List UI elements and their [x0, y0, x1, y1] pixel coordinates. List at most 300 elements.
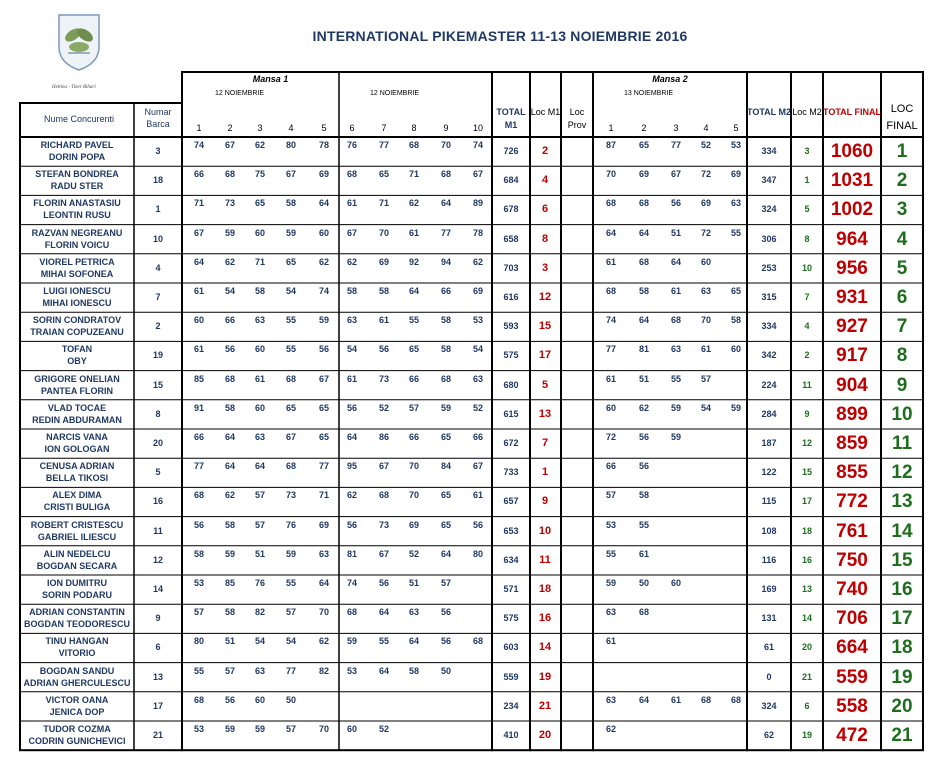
- score-m2: 61: [670, 286, 681, 296]
- score-m1: 59: [440, 402, 451, 413]
- header-round-m1-2: 2: [227, 123, 233, 133]
- score-m1: 94: [440, 256, 451, 267]
- competitor-name-1: TOFAN: [61, 344, 93, 355]
- loc-m1: 10: [538, 524, 552, 537]
- loc-m1: 9: [541, 495, 549, 508]
- score-m2: 63: [605, 607, 616, 618]
- score-m1: 71: [254, 256, 265, 267]
- score-m1: 63: [254, 665, 265, 676]
- score-m1: 68: [224, 169, 235, 180]
- score-m2: 68: [638, 607, 649, 618]
- score-m1: 54: [472, 344, 483, 355]
- loc-m1: 5: [541, 378, 549, 391]
- score-m1: 57: [408, 402, 419, 413]
- score-m1: 66: [224, 315, 235, 326]
- header-mansa1: Mansa 1: [252, 74, 289, 84]
- total-m2: 315: [761, 292, 777, 302]
- score-m2: 72: [605, 432, 616, 442]
- score-m1: 68: [285, 373, 296, 384]
- header-total-m1: TOTAL M1: [496, 107, 526, 130]
- score-m1: 86: [378, 432, 389, 442]
- score-m1: 92: [408, 256, 419, 267]
- score-m1: 51: [224, 636, 235, 647]
- score-m1: 66: [193, 432, 204, 442]
- score-m2: 59: [730, 402, 741, 413]
- score-m2: 74: [605, 315, 616, 326]
- total-m2: 115: [761, 496, 777, 507]
- score-m1: 57: [285, 724, 296, 734]
- competitor-name-2: CRISTI BULIGA: [43, 502, 111, 513]
- score-m1: 65: [254, 198, 265, 209]
- score-m2: 68: [605, 198, 616, 209]
- loc-final: 19: [891, 666, 913, 688]
- total-m1: 653: [503, 525, 519, 536]
- score-m1: 59: [318, 315, 329, 326]
- loc-final: 20: [891, 695, 913, 717]
- score-m1: 64: [318, 198, 329, 209]
- score-m1: 78: [472, 227, 483, 238]
- score-m1: 82: [318, 665, 329, 676]
- total-m1: 703: [503, 262, 519, 273]
- score-m2: 87: [605, 140, 616, 150]
- boat-number: 21: [152, 730, 163, 740]
- score-m1: 65: [318, 402, 329, 413]
- score-m1: 55: [193, 665, 204, 676]
- score-m1: 59: [224, 548, 235, 559]
- header-round-m2-2: 2: [641, 123, 647, 133]
- total-final: 931: [836, 287, 868, 308]
- competitor-name-2: BELLA TIKOSI: [45, 473, 109, 484]
- loc-m1: 13: [538, 407, 552, 420]
- score-m1: 67: [193, 227, 204, 238]
- score-m2: 61: [638, 548, 649, 559]
- score-m1: 81: [346, 548, 357, 559]
- score-m1: 67: [285, 432, 296, 442]
- score-m2: 60: [605, 402, 616, 413]
- score-m1: 60: [346, 724, 357, 734]
- score-m2: 69: [700, 198, 711, 209]
- score-m2: 70: [605, 169, 616, 180]
- score-m1: 58: [193, 548, 204, 559]
- total-m1: 575: [503, 613, 519, 624]
- score-m1: 55: [285, 578, 296, 588]
- score-m1: 62: [318, 636, 329, 647]
- score-m2: 62: [638, 402, 649, 413]
- score-m2: 59: [670, 402, 681, 413]
- score-m1: 56: [440, 607, 451, 618]
- total-final: 904: [836, 374, 868, 396]
- header-boat: Numar Barca: [144, 107, 172, 129]
- score-m1: 68: [224, 373, 235, 384]
- loc-m2: 4: [804, 321, 810, 332]
- score-m2: 70: [700, 315, 711, 326]
- total-m1: 593: [503, 321, 519, 332]
- score-m1: 69: [318, 169, 329, 180]
- score-m1: 51: [408, 578, 419, 588]
- loc-m2: 15: [801, 467, 812, 478]
- loc-final: 3: [896, 199, 908, 221]
- boat-number: 6: [155, 642, 161, 653]
- score-m1: 95: [346, 461, 357, 472]
- total-final: 1031: [830, 170, 874, 192]
- score-m1: 60: [193, 315, 204, 326]
- header-date-2: 13 NOIEMBRIE: [624, 90, 674, 97]
- score-m1: 55: [408, 315, 419, 326]
- score-m1: 64: [224, 432, 235, 442]
- competitor-name-2: CODRIN GUNICHEVICI: [28, 736, 126, 746]
- score-m1: 60: [254, 694, 265, 705]
- score-m1: 54: [285, 636, 296, 647]
- loc-m2: 6: [804, 700, 810, 711]
- total-final: 956: [836, 257, 868, 279]
- competitor-name-2: VITORIO: [58, 648, 96, 659]
- score-m1: 53: [193, 724, 204, 734]
- loc-m2: 13: [801, 584, 812, 594]
- competitor-name-1: ADRIAN CONSTANTIN: [29, 607, 125, 618]
- header-mansa2: Mansa 2: [652, 74, 688, 84]
- score-m1: 61: [346, 198, 357, 209]
- loc-m2: 5: [804, 204, 810, 215]
- loc-m2: 11: [802, 379, 812, 390]
- header-round-m1-4: 4: [288, 123, 294, 133]
- boat-number: 5: [155, 467, 161, 478]
- score-m1: 52: [408, 548, 419, 559]
- loc-final: 16: [891, 579, 913, 600]
- loc-m2: 2: [804, 350, 810, 361]
- score-m1: 61: [254, 373, 265, 384]
- score-m1: 70: [408, 490, 419, 501]
- total-final: 472: [836, 725, 868, 746]
- total-m2: 62: [763, 730, 774, 740]
- score-m1: 62: [472, 256, 483, 267]
- score-m1: 73: [224, 198, 235, 209]
- score-m1: 56: [440, 636, 451, 647]
- loc-m1: 19: [538, 670, 552, 683]
- score-m1: 61: [378, 315, 389, 326]
- score-m1: 85: [193, 373, 204, 384]
- competitor-name-1: TINU HANGAN: [45, 636, 109, 647]
- total-m2: 131: [761, 613, 777, 624]
- score-m2: 68: [605, 286, 616, 296]
- loc-m2: 21: [801, 671, 812, 682]
- score-m2: 72: [700, 169, 711, 180]
- score-m2: 64: [638, 227, 649, 238]
- loc-m1: 18: [538, 583, 552, 595]
- score-m1: 53: [193, 578, 204, 588]
- total-m2: 61: [763, 642, 774, 653]
- header-date-1a: 12 NOIEMBRIE: [215, 90, 265, 97]
- loc-m2: 17: [801, 496, 812, 507]
- loc-m1: 12: [538, 291, 552, 303]
- score-m1: 62: [254, 140, 265, 150]
- score-m1: 62: [224, 490, 235, 501]
- score-m1: 58: [224, 519, 235, 530]
- score-m2: 52: [700, 140, 711, 150]
- score-m1: 56: [346, 519, 357, 530]
- boat-number: 10: [152, 233, 163, 244]
- score-m2: 53: [730, 140, 741, 150]
- loc-m1: 7: [541, 437, 549, 449]
- loc-final: 1: [896, 141, 908, 162]
- score-m1: 68: [408, 140, 419, 150]
- total-m1: 726: [503, 146, 519, 156]
- loc-final: 2: [896, 170, 908, 192]
- boat-number: 9: [155, 613, 161, 624]
- competitor-name-1: LUIGI IONESCU: [43, 286, 111, 296]
- total-m1: 616: [503, 292, 519, 302]
- score-m1: 51: [254, 548, 265, 559]
- score-m1: 56: [318, 344, 329, 355]
- header-total-m2: TOTAL M2: [747, 107, 792, 117]
- score-m1: 58: [440, 344, 451, 355]
- score-m1: 80: [285, 140, 296, 150]
- loc-final: 21: [891, 725, 913, 746]
- total-final: 750: [836, 549, 868, 571]
- total-m1: 571: [503, 584, 519, 594]
- score-m1: 62: [224, 256, 235, 267]
- score-m1: 67: [472, 169, 483, 180]
- loc-final: 10: [891, 403, 913, 425]
- loc-final: 11: [891, 433, 913, 454]
- page-title: INTERNATIONAL PIKEMASTER 11-13 NOIEMBRIE 2016: [312, 28, 688, 44]
- score-m2: 63: [670, 344, 681, 355]
- score-m2: 54: [700, 402, 711, 413]
- header-round-m2-1: 1: [608, 123, 614, 133]
- score-m1: 71: [378, 198, 389, 209]
- total-final: 772: [836, 491, 868, 513]
- score-m1: 71: [318, 490, 329, 501]
- loc-m1: 15: [538, 320, 552, 333]
- score-m2: 69: [730, 169, 741, 180]
- competitor-name-2: ADRIAN GHERCULESCU: [23, 677, 131, 688]
- score-m2: 51: [670, 227, 681, 238]
- loc-m1: 1: [541, 466, 549, 479]
- total-m1: 658: [503, 233, 519, 244]
- total-final: 559: [836, 666, 868, 688]
- competitor-name-2: REDIN ABDURAMAN: [32, 414, 122, 425]
- total-m2: 334: [761, 146, 777, 156]
- score-m1: 67: [285, 169, 296, 180]
- boat-number: 11: [153, 525, 163, 536]
- score-m2: 68: [730, 694, 741, 705]
- total-final: 927: [836, 316, 868, 338]
- total-final: 761: [836, 520, 868, 542]
- score-m1: 56: [378, 578, 389, 588]
- score-m1: 75: [254, 169, 265, 180]
- score-m1: 74: [193, 140, 204, 150]
- competitor-name-2: MIHAI IONESCU: [42, 298, 112, 308]
- score-m1: 73: [378, 519, 389, 530]
- score-m2: 63: [700, 286, 711, 296]
- score-m1: 68: [346, 169, 357, 180]
- logo-caption: Heltina - Tiner Bihari: [52, 85, 96, 90]
- score-m2: 68: [638, 256, 649, 267]
- score-m1: 80: [193, 636, 204, 647]
- score-m1: 52: [378, 724, 389, 734]
- total-m2: 108: [761, 525, 777, 536]
- total-m1: 603: [503, 642, 519, 653]
- score-m1: 70: [378, 227, 389, 238]
- total-m1: 234: [503, 700, 519, 711]
- score-m1: 67: [378, 548, 389, 559]
- loc-m1: 8: [541, 232, 549, 245]
- score-m1: 73: [285, 490, 296, 501]
- score-m1: 69: [472, 286, 483, 296]
- loc-final: 4: [896, 228, 908, 250]
- total-m1: 657: [503, 496, 519, 507]
- total-m1: 678: [503, 204, 519, 215]
- score-m1: 59: [285, 548, 296, 559]
- score-m1: 89: [472, 198, 483, 209]
- competitor-name-2: JENICA DOP: [49, 706, 105, 717]
- boat-number: 12: [152, 554, 163, 565]
- score-m1: 57: [440, 578, 451, 588]
- score-m2: 67: [670, 169, 681, 180]
- total-final: 855: [836, 462, 868, 484]
- score-m1: 70: [318, 607, 329, 618]
- total-m2: 347: [761, 175, 777, 186]
- total-m1: 575: [503, 350, 519, 361]
- score-m1: 67: [378, 461, 389, 472]
- header-round-m1-1: 1: [196, 123, 202, 133]
- score-m2: 68: [700, 694, 711, 705]
- score-m1: 63: [408, 607, 419, 618]
- score-m1: 64: [318, 578, 329, 588]
- loc-final: 15: [891, 549, 913, 571]
- competitor-name-1: VICTOR OANA: [45, 694, 109, 705]
- loc-m2: 20: [801, 642, 812, 653]
- score-m1: 63: [254, 315, 265, 326]
- score-m1: 76: [346, 140, 357, 150]
- total-m2: 187: [761, 438, 777, 448]
- total-final: 664: [836, 637, 868, 659]
- loc-final: 18: [891, 637, 913, 659]
- score-m1: 64: [440, 548, 451, 559]
- score-m1: 65: [285, 256, 296, 267]
- score-m2: 61: [605, 256, 616, 267]
- score-m2: 66: [605, 461, 616, 472]
- score-m1: 61: [346, 373, 357, 384]
- loc-m1: 14: [538, 641, 552, 654]
- score-m1: 78: [318, 140, 329, 150]
- score-m1: 61: [472, 490, 483, 501]
- loc-m2: 9: [804, 408, 810, 419]
- score-m1: 69: [378, 256, 389, 267]
- score-m1: 64: [378, 665, 389, 676]
- score-m1: 60: [254, 227, 265, 238]
- score-m2: 57: [605, 490, 616, 501]
- score-m1: 63: [254, 432, 265, 442]
- score-m1: 60: [254, 344, 265, 355]
- header-round-m2-5: 5: [733, 123, 739, 133]
- total-m2: 0: [766, 671, 772, 682]
- score-m2: 65: [730, 286, 741, 296]
- header-round-m1-7: 7: [381, 123, 387, 133]
- score-m1: 58: [440, 315, 451, 326]
- score-m1: 56: [472, 519, 483, 530]
- score-m1: 68: [440, 373, 451, 384]
- total-final: 917: [836, 345, 868, 367]
- score-m1: 66: [440, 286, 451, 296]
- score-m1: 63: [472, 373, 483, 384]
- loc-m2: 14: [801, 613, 812, 624]
- score-m1: 57: [224, 665, 235, 676]
- score-m2: 60: [670, 578, 681, 588]
- loc-m1: 20: [538, 729, 552, 741]
- score-m2: 72: [700, 227, 711, 238]
- header-round-m2-4: 4: [703, 123, 709, 133]
- score-m1: 64: [408, 636, 419, 647]
- loc-m2: 18: [801, 525, 812, 536]
- score-m2: 77: [605, 344, 616, 355]
- score-m2: 55: [638, 519, 649, 530]
- score-m2: 55: [670, 373, 681, 384]
- competitor-name-1: VLAD TOCAE: [47, 402, 107, 413]
- competitor-name-1: FLORIN ANASTASIU: [33, 198, 121, 209]
- total-final: 1002: [830, 199, 874, 221]
- score-m1: 68: [346, 607, 357, 618]
- total-final: 964: [836, 228, 868, 250]
- score-m1: 61: [193, 344, 204, 355]
- loc-m1: 6: [541, 203, 549, 216]
- score-m1: 76: [254, 578, 265, 588]
- score-m1: 57: [254, 490, 265, 501]
- score-m1: 57: [254, 519, 265, 530]
- score-m1: 54: [224, 286, 235, 296]
- boat-number: 2: [155, 321, 161, 332]
- score-m1: 57: [285, 607, 296, 618]
- score-m1: 68: [440, 169, 451, 180]
- loc-m1: 16: [538, 612, 552, 625]
- header-loc-m1: Loc M1: [530, 107, 561, 117]
- score-m1: 74: [346, 578, 357, 588]
- score-m1: 56: [193, 519, 204, 530]
- total-m2: 334: [761, 321, 777, 332]
- total-final: 1060: [830, 141, 874, 162]
- competitor-name-2: GABRIEL ILIESCU: [37, 531, 117, 542]
- score-m1: 65: [318, 432, 329, 442]
- competitor-name-1: ALIN NEDELCU: [43, 548, 111, 559]
- score-m2: 65: [638, 140, 649, 150]
- score-m2: 56: [670, 198, 681, 209]
- boat-number: 19: [152, 350, 163, 361]
- score-m1: 58: [224, 402, 235, 413]
- total-m2: 284: [761, 408, 777, 419]
- header-round-m1-3: 3: [257, 123, 263, 133]
- score-m2: 61: [700, 344, 711, 355]
- boat-number: 15: [152, 379, 163, 390]
- total-m2: 169: [761, 584, 777, 594]
- score-m2: 55: [730, 227, 741, 238]
- score-m2: 59: [670, 432, 681, 442]
- total-m2: 342: [761, 350, 777, 361]
- score-m1: 58: [346, 286, 357, 296]
- loc-m1: 11: [539, 553, 551, 566]
- score-m2: 57: [700, 373, 711, 384]
- competitor-name-2: RADU STER: [50, 181, 104, 192]
- score-m1: 65: [285, 402, 296, 413]
- score-m1: 84: [440, 461, 451, 472]
- score-m1: 65: [440, 519, 451, 530]
- score-m1: 64: [378, 607, 389, 618]
- score-m2: 50: [638, 578, 649, 588]
- score-m1: 69: [318, 519, 329, 530]
- score-m1: 54: [254, 636, 265, 647]
- score-m2: 59: [605, 578, 616, 588]
- score-m1: 58: [254, 286, 265, 296]
- score-m1: 59: [224, 227, 235, 238]
- loc-final: 13: [891, 491, 913, 513]
